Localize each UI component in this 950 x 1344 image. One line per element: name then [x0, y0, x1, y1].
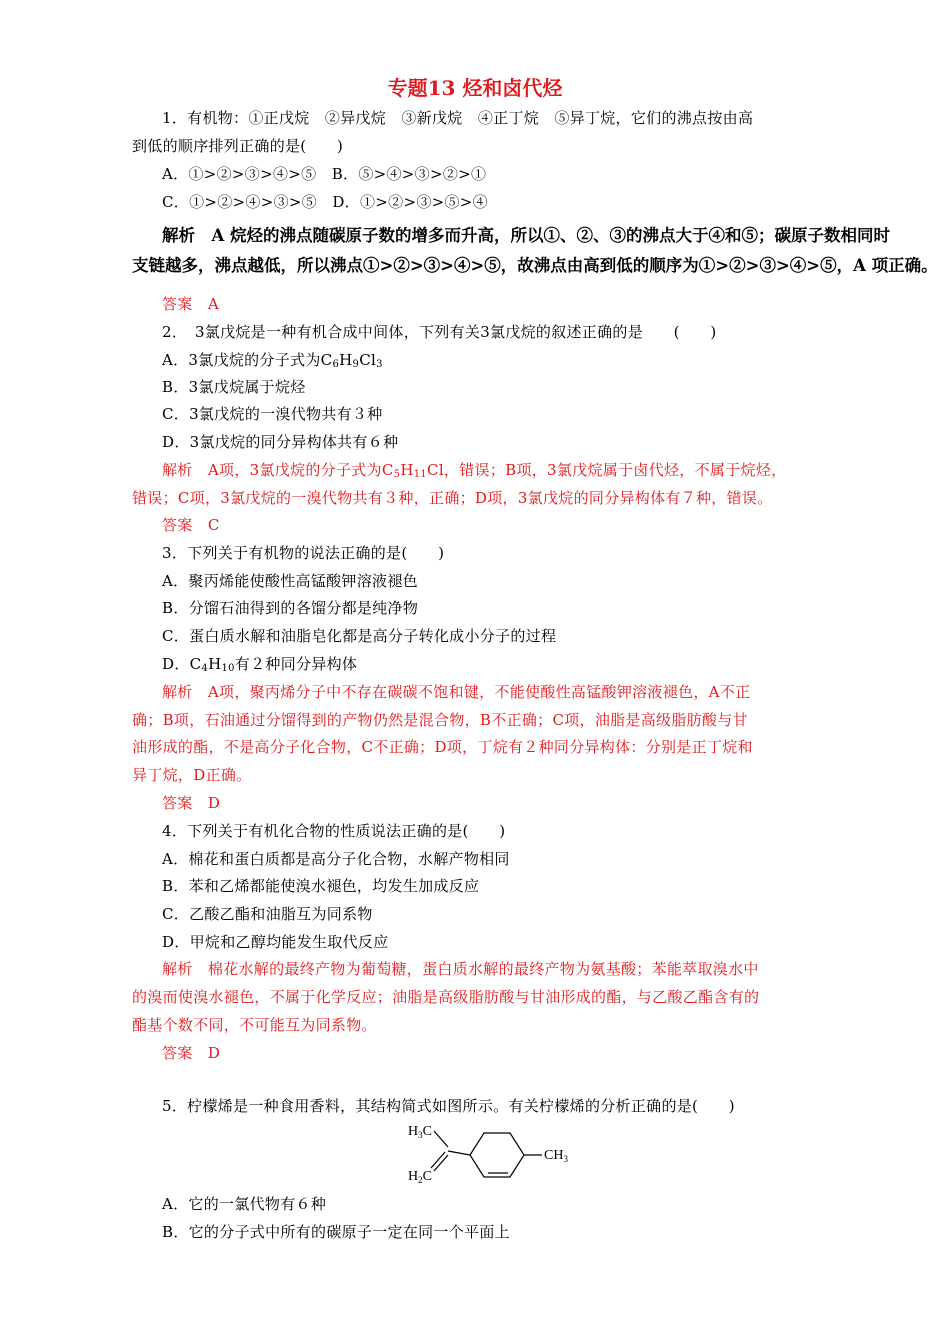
q3-stem: 3．下列关于有机物的说法正确的是( ) — [162, 544, 445, 562]
q4-analysis-line-2: 的溴而使溴水褪色，不属于化学反应；油脂是高级脂肪酸与甘油形成的酯，与乙酸乙酯含有的 — [132, 988, 760, 1006]
q4-option-a: A．棉花和蛋白质都是高分子化合物，水解产物相同 — [162, 850, 510, 868]
q5-stem: 5．柠檬烯是一种食用香料，其结构简式如图所示。有关柠檬烯的分析正确的是( ) — [162, 1097, 735, 1115]
q2-answer: 答案 C — [162, 516, 220, 534]
cyclohexene-ring — [470, 1133, 524, 1177]
ch3-label: $CH_3$ — [544, 1148, 568, 1164]
q1-stem-line-2: 到低的顺序排列正确的是( ) — [132, 137, 344, 155]
q1-answer: 答案 A — [162, 295, 220, 313]
q3-analysis-line-1: 解析 A项，聚丙烯分子中不存在碳碳不饱和键，不能使酸性高锰酸钾溶液褪色，A不正 — [162, 683, 751, 701]
q4-stem: 4．下列关于有机化合物的性质说法正确的是( ) — [162, 822, 506, 840]
q3-analysis-line-4: 异丁烷，D正确。 — [132, 766, 252, 784]
q3-option-c: C．蛋白质水解和油脂皂化都是高分子转化成小分子的过程 — [162, 627, 557, 645]
q2-analysis-line-1: 解析 A项，3氯戊烷的分子式为$C_5H_{11}Cl$，错误；B项，3氯戊烷属于卤代烃，不属于烷烃， — [162, 461, 787, 480]
q4-option-d: D．甲烷和乙醇均能发生取代反应 — [162, 933, 389, 951]
q4-analysis-line-1: 解析 棉花水解的最终产物为葡萄糖，蛋白质水解的最终产物为氨基酸；苯能萃取溴水中 — [162, 960, 759, 978]
q5-option-a: A．它的一氯代物有６种 — [162, 1195, 327, 1213]
skeleton-bonds — [431, 1131, 542, 1177]
q2-stem: 2． 3氯戊烷是一种有机合成中间体，下列有关3氯戊烷的叙述正确的是 ( ) — [162, 323, 717, 341]
q5-option-b: B．它的分子式中所有的碳原子一定在同一个平面上 — [162, 1223, 510, 1241]
q1-options-cd: C．①>②>④>③>⑤ D．①>②>③>⑤>④ — [162, 193, 488, 211]
q2-option-b: B．3氯戊烷属于烷烃 — [162, 378, 306, 396]
q4-analysis-line-3: 酯基个数不同，不可能互为同系物。 — [132, 1016, 377, 1034]
q3-answer: 答案 D — [162, 794, 221, 812]
q4-option-b: B．苯和乙烯都能使溴水褪色，均发生加成反应 — [162, 877, 480, 895]
methyl-bond — [434, 1131, 448, 1147]
q4-answer: 答案 D — [162, 1044, 221, 1062]
q3-analysis-line-2: 确；B项，石油通过分馏得到的产物仍然是混合物，B不正确；C项，油脂是高级脂肪酸与甘 — [132, 711, 748, 729]
q1-stem-line-1: 1．有机物：①正戊烷 ②异戊烷 ③新戊烷 ④正丁烷 ⑤异丁烷，它们的沸点按由高 — [162, 109, 754, 127]
q4-option-c: C．乙酸乙酯和油脂互为同系物 — [162, 905, 373, 923]
q3-option-d: D．$C_4H_{10}$有２种同分异构体 — [162, 655, 358, 674]
q2-option-d: D．3氯戊烷的同分异构体共有６种 — [162, 433, 399, 451]
h2c-label: $H_2C$ — [408, 1169, 432, 1185]
limonene-structure-diagram — [404, 1117, 584, 1191]
q2-analysis-line-2: 错误；C项，3氯戊烷的一溴代物共有３种，正确；D项，3氯戊烷的同分异构体有７种，错误。 — [132, 489, 773, 507]
q1-options-ab: A．①>②>③>④>⑤ B．⑤>④>③>②>① — [162, 165, 487, 183]
q1-analysis-line-1: 解析 A 烷烃的沸点随碳原子数的增多而升高，所以①、②、③的沸点大于④和⑤；碳原子数相同时 — [162, 226, 891, 245]
q2-option-a: A．3氯戊烷的分子式为$C_6H_9Cl_3$ — [162, 351, 383, 370]
q2-option-c: C．3氯戊烷的一溴代物共有３种 — [162, 405, 383, 423]
ring-link-bond — [448, 1151, 470, 1155]
h3c-label: $H_3C$ — [408, 1124, 432, 1140]
q3-option-a: A．聚丙烯能使酸性高锰酸钾溶液褪色 — [162, 572, 418, 590]
q3-option-b: B．分馏石油得到的各馏分都是纯净物 — [162, 599, 419, 617]
q1-analysis-line-2: 支链越多，沸点越低，所以沸点①>②>③>④>⑤，故沸点由高到低的顺序为①>②>③>④>⑤，A 项正确。 — [132, 256, 938, 275]
page-title: 专题13 烃和卤代烃 — [387, 76, 563, 100]
q3-analysis-line-3: 油形成的酯，不是高分子化合物，C不正确；D项，丁烷有２种同分异构体：分别是正丁烷和 — [132, 738, 753, 756]
